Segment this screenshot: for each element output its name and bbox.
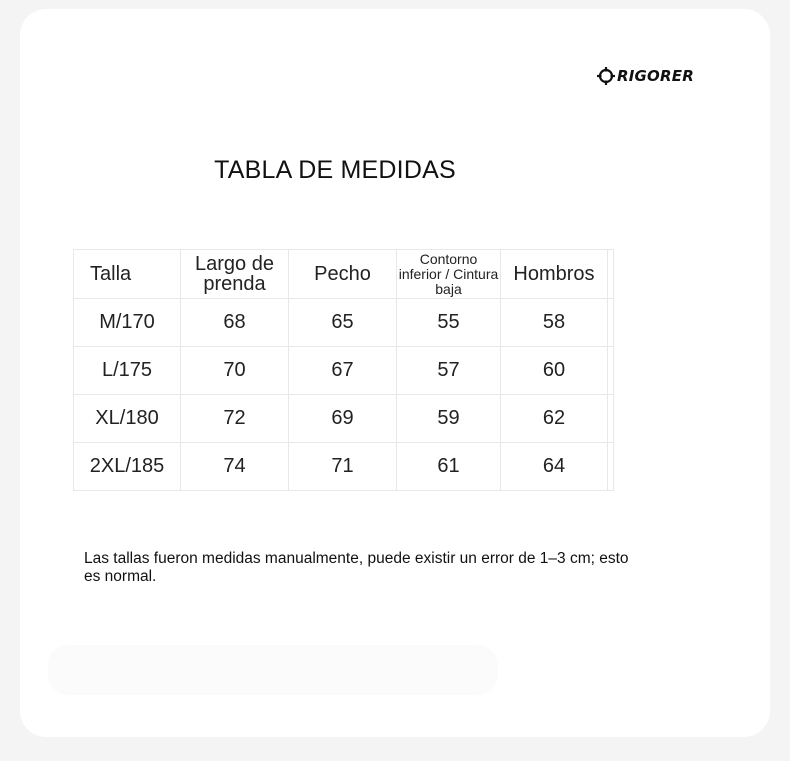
table-row [74,299,614,347]
header-pecho: Pecho [289,250,397,299]
table-row [74,443,614,491]
cell-largo: 72 [181,395,289,443]
cell-size: L/175 [74,347,181,395]
measurement-note: Las tallas fueron medidas manualmente, puede existir un error de 1–3 cm; esto es normal. [84,550,629,585]
cell-spacer [608,443,614,491]
cell-spacer [608,347,614,395]
cell-contorno: 57 [397,347,501,395]
table-header-row [74,250,614,299]
cell-size: 2XL/185 [74,443,181,491]
page-title: TABLA DE MEDIDAS [214,156,456,184]
cell-hombros: 64 [501,443,608,491]
cell-size: M/170 [74,299,181,347]
brand-logo [596,66,694,86]
cell-pecho: 65 [289,299,397,347]
size-chart-card [20,9,770,737]
cell-spacer [608,299,614,347]
brand-logo-text: RIGORER [617,67,694,85]
cell-hombros: 60 [501,347,608,395]
cell-hombros: 62 [501,395,608,443]
cell-contorno: 55 [397,299,501,347]
cell-contorno: 59 [397,395,501,443]
table-row [74,347,614,395]
cell-spacer [608,395,614,443]
size-table [73,249,614,491]
cell-hombros: 58 [501,299,608,347]
cell-pecho: 71 [289,443,397,491]
cell-largo: 68 [181,299,289,347]
header-largo: Largo de prenda [181,250,289,299]
header-hombros: Hombros [501,250,608,299]
header-contorno: Contorno inferior / Cintura baja [397,250,501,299]
table-row [74,395,614,443]
cell-pecho: 69 [289,395,397,443]
cell-largo: 70 [181,347,289,395]
faded-footer-strip [48,645,498,695]
cell-size: XL/180 [74,395,181,443]
header-talla: Talla [74,250,181,299]
crosshair-icon [596,66,616,86]
cell-largo: 74 [181,443,289,491]
header-spacer [608,250,614,299]
cell-pecho: 67 [289,347,397,395]
cell-contorno: 61 [397,443,501,491]
